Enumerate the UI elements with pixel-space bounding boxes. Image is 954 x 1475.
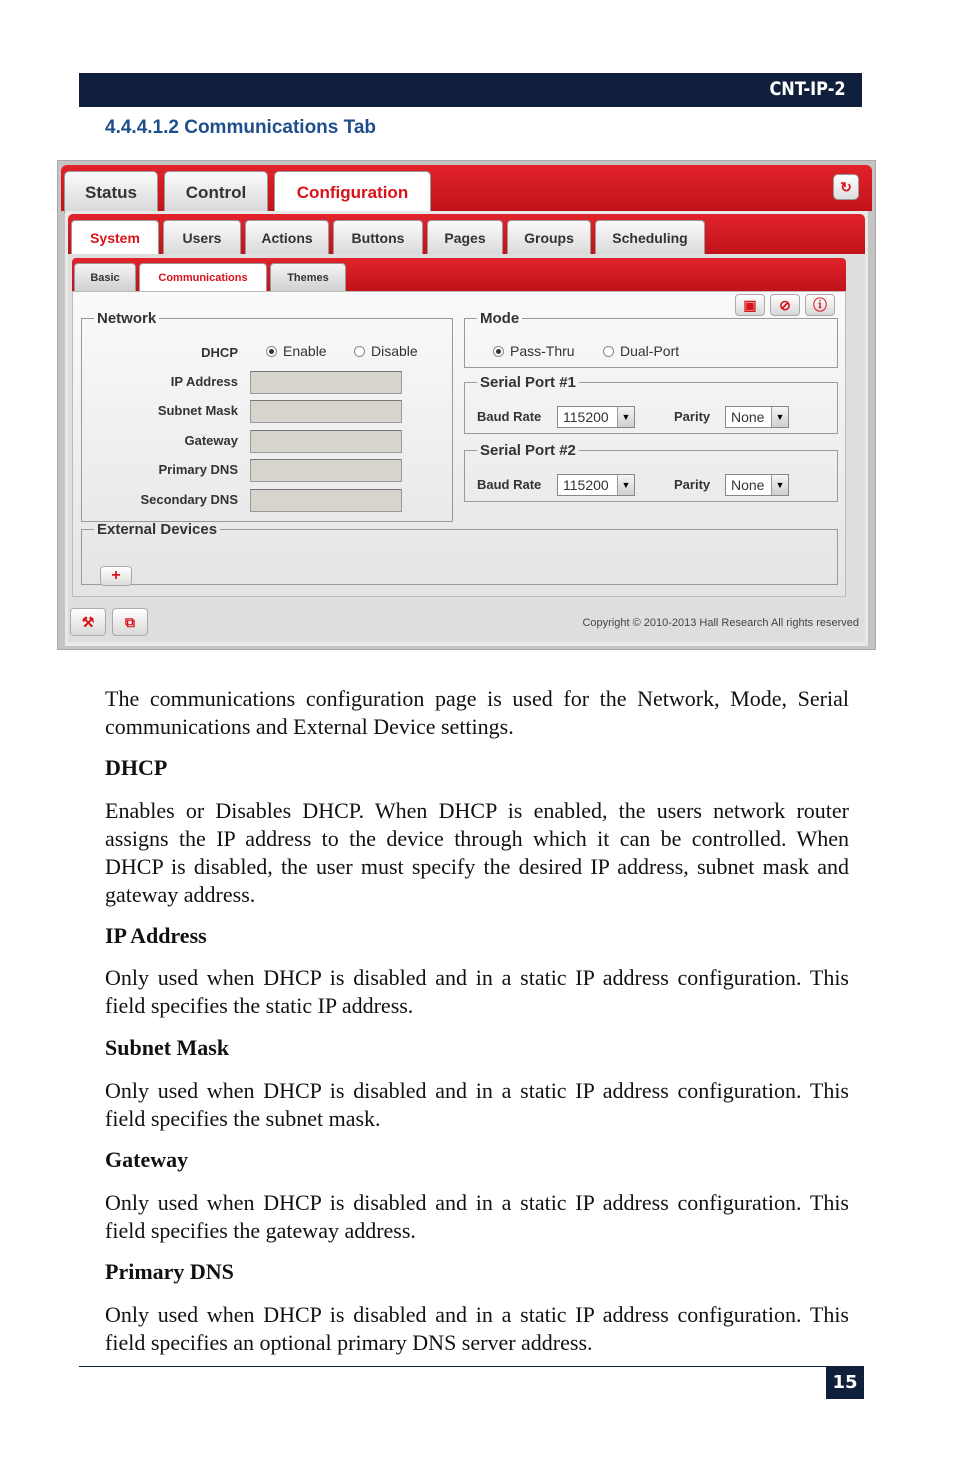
chevron-down-icon: ▼ <box>771 407 788 427</box>
add-device-button[interactable]: + <box>100 566 132 586</box>
parity-2-select[interactable] <box>725 474 789 496</box>
pass-thru-label: Pass-Thru <box>510 343 575 359</box>
wrench-icon[interactable]: ⚒ <box>70 608 106 636</box>
parity-2-label: Parity <box>674 477 711 492</box>
external-devices-group <box>81 521 838 585</box>
communications-content <box>72 291 846 597</box>
parity-1-value: None <box>731 409 765 425</box>
dual-port-label: Dual-Port <box>620 343 680 359</box>
secondary-dns-input[interactable] <box>250 489 402 512</box>
baud-rate-2-value: 115200 <box>563 477 609 493</box>
subnet-mask-paragraph: Only used when DHCP is disabled and in a static IP address configuration. This field specifies the subnet mask. <box>105 1078 849 1131</box>
secondary-dns-label: Secondary DNS <box>140 492 238 507</box>
baud-rate-1-label: Baud Rate <box>477 409 542 424</box>
system-panel <box>68 254 865 642</box>
ip-address-heading: IP Address <box>105 923 207 948</box>
dhcp-label: DHCP <box>201 345 238 360</box>
parity-2-value: None <box>731 477 765 493</box>
screenshot-figure <box>57 160 876 650</box>
gateway-label: Gateway <box>184 433 238 448</box>
external-devices-legend: External Devices <box>97 521 218 538</box>
chevron-down-icon: ▼ <box>771 475 788 495</box>
serial-port-1-legend: Serial Port #1 <box>480 374 576 391</box>
ip-address-label: IP Address <box>170 374 238 389</box>
gateway-heading: Gateway <box>105 1147 189 1172</box>
header-bar <box>79 73 862 107</box>
baud-rate-2-select[interactable] <box>557 474 635 496</box>
tab-buttons[interactable]: Buttons <box>333 220 423 255</box>
tab-scheduling[interactable]: Scheduling <box>595 220 705 255</box>
chevron-down-icon: ▼ <box>617 475 634 495</box>
dhcp-disable-label: Disable <box>371 343 418 359</box>
ip-address-paragraph: Only used when DHCP is disabled and in a static IP address configuration. This field specifies the static IP address. <box>105 965 849 1018</box>
sub-tabs-bar <box>68 214 865 254</box>
serial-port-2-legend: Serial Port #2 <box>480 442 576 459</box>
product-name: CNT-IP-2 <box>769 78 846 100</box>
parity-1-select[interactable] <box>725 406 789 428</box>
tab-groups[interactable]: Groups <box>507 220 591 255</box>
radio-unselected-icon <box>603 346 614 357</box>
ip-address-input[interactable] <box>250 371 402 394</box>
dhcp-enable-label: Enable <box>283 343 327 359</box>
serial-port-2-group <box>464 442 838 502</box>
radio-selected-icon <box>266 346 277 357</box>
tab-status[interactable]: Status <box>64 171 158 213</box>
tab-system[interactable]: System <box>71 220 159 255</box>
cancel-icon[interactable]: ⊘ <box>770 294 800 316</box>
pass-thru-radio[interactable] <box>493 343 575 359</box>
copyright-text: Copyright © 2010-2013 Hall Research All rights reserved <box>582 617 859 629</box>
tab-pages[interactable]: Pages <box>427 220 503 255</box>
mode-group <box>464 310 838 368</box>
serial-port-1-group <box>464 374 838 434</box>
gateway-input[interactable] <box>250 430 402 453</box>
baud-rate-2-label: Baud Rate <box>477 477 542 492</box>
subnet-mask-heading: Subnet Mask <box>105 1035 230 1060</box>
subnet-mask-label: Subnet Mask <box>157 403 238 418</box>
tab-configuration[interactable]: Configuration <box>274 171 431 213</box>
page-number: 15 <box>826 1366 864 1399</box>
tab-basic[interactable]: Basic <box>74 263 136 292</box>
info-icon[interactable]: ⓘ <box>805 294 835 316</box>
baud-rate-1-value: 115200 <box>563 409 609 425</box>
footer-rule <box>79 1366 826 1367</box>
primary-dns-heading: Primary DNS <box>105 1259 234 1284</box>
dhcp-paragraph: Enables or Disables DHCP. When DHCP is enabled, the users network router assigns the IP address to the device through which it can be controlled. When DHCP is disabled, the user must specify the desired IP address, subnet mask and gateway address. <box>105 798 849 907</box>
dhcp-heading: DHCP <box>105 755 168 780</box>
subnet-mask-input[interactable] <box>250 400 402 423</box>
system-tabs-bar <box>72 258 846 291</box>
chevron-down-icon: ▼ <box>617 407 634 427</box>
radio-selected-icon <box>493 346 504 357</box>
network-legend: Network <box>97 310 157 327</box>
baud-rate-1-select[interactable] <box>557 406 635 428</box>
configuration-panel <box>65 211 868 646</box>
tab-actions[interactable]: Actions <box>245 220 329 255</box>
parity-1-label: Parity <box>674 409 711 424</box>
tab-users[interactable]: Users <box>163 220 241 255</box>
primary-dns-paragraph: Only used when DHCP is disabled and in a static IP address configuration. This field specifies an optional primary DNS server address. <box>105 1302 849 1355</box>
save-icon[interactable]: ▣ <box>735 294 765 316</box>
gateway-paragraph: Only used when DHCP is disabled and in a static IP address configuration. This field specifies the gateway address. <box>105 1190 849 1243</box>
main-tabs-bar <box>61 165 872 211</box>
primary-dns-input[interactable] <box>250 459 402 482</box>
intro-paragraph: The communications configuration page is used for the Network, Mode, Serial communications and External Device settings. <box>105 686 849 739</box>
dhcp-enable-radio[interactable] <box>266 343 327 359</box>
network-group <box>81 310 453 522</box>
radio-unselected-icon <box>354 346 365 357</box>
mode-legend: Mode <box>480 310 520 327</box>
dhcp-disable-radio[interactable] <box>354 343 418 359</box>
window-icon[interactable]: ⧉ <box>112 608 148 636</box>
tab-communications[interactable]: Communications <box>139 263 267 292</box>
tab-themes[interactable]: Themes <box>270 263 346 292</box>
refresh-icon[interactable]: ↻ <box>833 174 859 200</box>
section-heading: 4.4.4.1.2 Communications Tab <box>105 117 377 138</box>
tab-control[interactable]: Control <box>164 171 268 213</box>
dual-port-radio[interactable] <box>603 343 679 359</box>
primary-dns-label: Primary DNS <box>158 462 238 477</box>
